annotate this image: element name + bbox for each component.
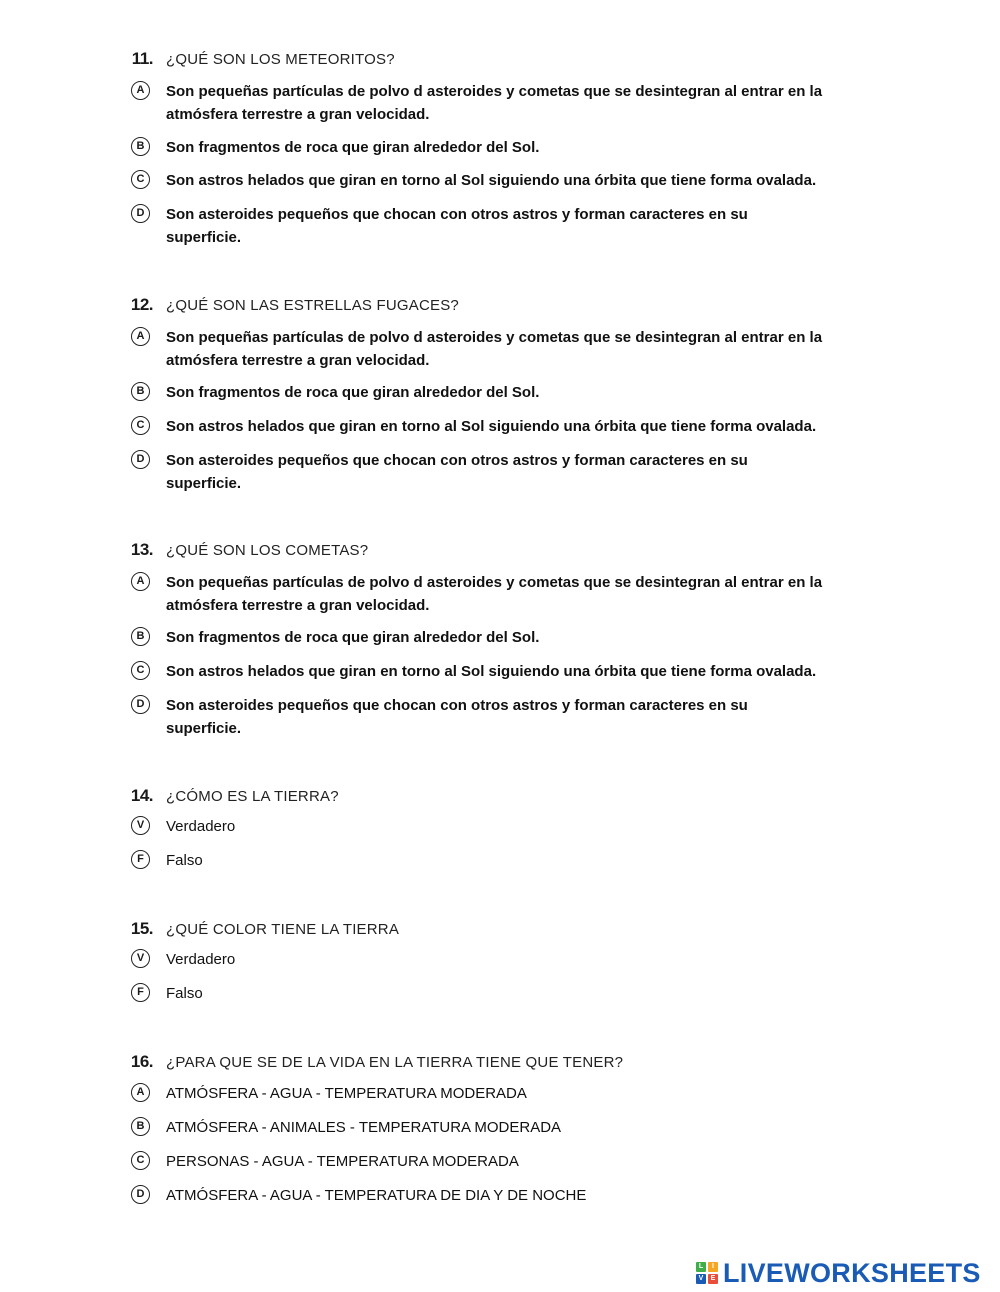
logo-mark-l: L	[696, 1262, 706, 1272]
option-bubble-c[interactable]: C	[131, 1151, 150, 1170]
liveworksheets-logo-icon	[696, 1262, 718, 1284]
question-number: 12.	[130, 295, 153, 314]
option-text: Son fragmentos de roca que giran alrededor del Sol.	[166, 384, 540, 401]
option-text: Son asteroides pequeños que chocan con otros astros y forman caracteres en su superficie.	[166, 697, 748, 737]
logo-mark-e: E	[708, 1274, 718, 1284]
option-text: ATMÓSFERA - AGUA - TEMPERATURA DE DIA Y DE NOCHE	[166, 1187, 587, 1204]
option-bubble-f[interactable]: F	[131, 983, 150, 1002]
question-header	[0, 294, 1000, 318]
option-text: Son fragmentos de roca que giran alrededor del Sol.	[166, 629, 540, 646]
option-text: Verdadero	[166, 818, 236, 835]
option-bubble-b[interactable]: B	[131, 1117, 150, 1136]
option-text: ATMÓSFERA - ANIMALES - TEMPERATURA MODERADA	[166, 1119, 562, 1136]
option-text: Son astros helados que giran en torno al Sol siguiendo una órbita que tiene forma ovalada.	[166, 172, 817, 189]
option-text: Falso	[166, 985, 203, 1002]
option-text: Son pequeñas partículas de polvo d asteroides y cometas que se desintegran al entrar en la atmósfera terrestre a gran velocidad.	[166, 574, 823, 614]
question-number: 15.	[130, 919, 153, 938]
option-bubble-c[interactable]: C	[131, 416, 150, 435]
liveworksheets-logo	[696, 1258, 981, 1288]
question-text: ¿PARA QUE SE DE LA VIDA EN LA TIERRA TIENE QUE TENER?	[166, 1054, 624, 1071]
option-bubble-b[interactable]: B	[131, 382, 150, 401]
option-bubble-d[interactable]: D	[131, 450, 150, 469]
question-header	[0, 1051, 1000, 1075]
option-text: Son astros helados que giran en torno al Sol siguiendo una órbita que tiene forma ovalada.	[166, 663, 817, 680]
option-bubble-b[interactable]: B	[131, 137, 150, 156]
question-header	[0, 48, 1000, 72]
option-bubble-d[interactable]: D	[131, 204, 150, 223]
option-bubble-v[interactable]: V	[131, 949, 150, 968]
question-number: 14.	[130, 786, 153, 805]
question-number: 16.	[130, 1052, 153, 1071]
option-text: PERSONAS - AGUA - TEMPERATURA MODERADA	[166, 1153, 519, 1170]
option-text: Son pequeñas partículas de polvo d asteroides y cometas que se desintegran al entrar en la atmósfera terrestre a gran velocidad.	[166, 83, 823, 123]
question-text: ¿QUÉ SON LAS ESTRELLAS FUGACES?	[166, 297, 459, 314]
question-text: ¿QUÉ SON LOS METEORITOS?	[166, 51, 395, 68]
logo-mark-i: I	[708, 1262, 718, 1272]
option-bubble-d[interactable]: D	[131, 1185, 150, 1204]
option-text: Son asteroides pequeños que chocan con otros astros y forman caracteres en su superficie.	[166, 452, 748, 492]
option-bubble-c[interactable]: C	[131, 661, 150, 680]
logo-text: LIVEWORKSHEETS	[723, 1257, 981, 1288]
question-header	[0, 539, 1000, 563]
option-text: Son asteroides pequeños que chocan con otros astros y forman caracteres en su superficie.	[166, 206, 748, 246]
option-bubble-a[interactable]: A	[131, 1083, 150, 1102]
option-text: Son astros helados que giran en torno al Sol siguiendo una órbita que tiene forma ovalada.	[166, 418, 817, 435]
question-text: ¿QUÉ COLOR TIENE LA TIERRA	[166, 921, 400, 938]
option-text: Falso	[166, 852, 203, 869]
option-bubble-b[interactable]: B	[131, 627, 150, 646]
question-number: 13.	[130, 540, 153, 559]
option-text: Verdadero	[166, 951, 236, 968]
option-text: Son pequeñas partículas de polvo d asteroides y cometas que se desintegran al entrar en la atmósfera terrestre a gran velocidad.	[166, 329, 823, 369]
question-header	[0, 918, 1000, 942]
question-number: 11.	[131, 49, 153, 68]
option-bubble-v[interactable]: V	[131, 816, 150, 835]
question-text: ¿QUÉ SON LOS COMETAS?	[166, 542, 369, 559]
logo-mark-v: V	[696, 1274, 706, 1284]
option-bubble-a[interactable]: A	[131, 572, 150, 591]
option-bubble-c[interactable]: C	[131, 170, 150, 189]
option-bubble-a[interactable]: A	[131, 81, 150, 100]
option-text: Son fragmentos de roca que giran alrededor del Sol.	[166, 139, 540, 156]
question-text: ¿CÓMO ES LA TIERRA?	[166, 788, 339, 805]
option-bubble-d[interactable]: D	[131, 695, 150, 714]
option-bubble-f[interactable]: F	[131, 850, 150, 869]
question-header	[0, 785, 1000, 809]
option-bubble-a[interactable]: A	[131, 327, 150, 346]
option-text: ATMÓSFERA - AGUA - TEMPERATURA MODERADA	[166, 1085, 527, 1102]
